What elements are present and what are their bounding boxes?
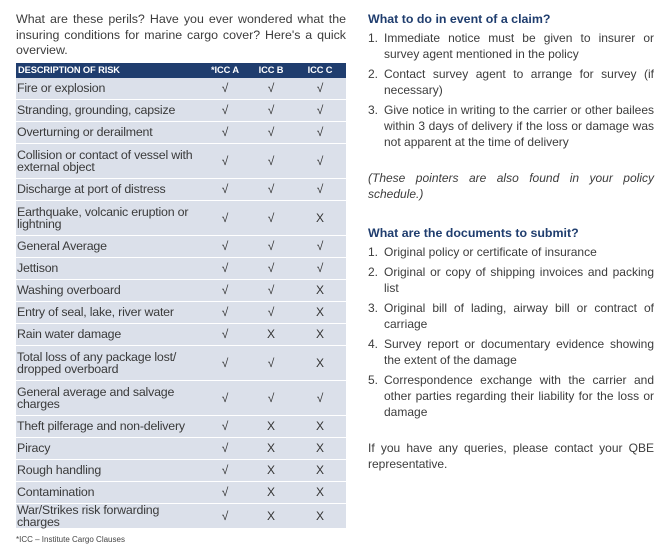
list-text: Correspondence exchange with the carrier and other parties regarding their liability for the loss or damage xyxy=(384,373,654,419)
left-column xyxy=(16,12,346,544)
policy-note: (These pointers are also found in your policy schedule.) xyxy=(368,171,654,201)
icc-b-mark: √ xyxy=(248,279,294,301)
icc-b-mark: √ xyxy=(248,301,294,323)
icc-a-mark: √ xyxy=(202,235,248,257)
risk-description: Discharge at port of distress xyxy=(16,178,202,200)
list-text: Contact survey agent to arrange for survey (if necessary) xyxy=(384,67,654,97)
risk-description: Piracy xyxy=(16,437,202,459)
table-row xyxy=(16,345,346,380)
table-row xyxy=(16,437,346,459)
icc-a-mark: √ xyxy=(202,437,248,459)
table-row xyxy=(16,99,346,121)
right-column xyxy=(368,12,654,472)
icc-b-mark: √ xyxy=(248,121,294,143)
table-row xyxy=(16,143,346,178)
header-description: DESCRIPTION OF RISK xyxy=(16,63,202,78)
icc-b-mark: X xyxy=(248,481,294,503)
claim-list xyxy=(368,30,654,150)
table-row xyxy=(16,301,346,323)
icc-c-mark: √ xyxy=(294,380,346,415)
risk-table-header xyxy=(16,63,346,78)
header-icc-a: *ICC A xyxy=(202,63,248,78)
icc-a-mark: √ xyxy=(202,178,248,200)
icc-a-mark: √ xyxy=(202,380,248,415)
table-row xyxy=(16,380,346,415)
icc-b-mark: √ xyxy=(248,99,294,121)
table-row xyxy=(16,415,346,437)
risk-description: General average and salvage charges xyxy=(16,380,202,415)
risk-description: Jettison xyxy=(16,257,202,279)
table-row xyxy=(16,481,346,503)
risk-table xyxy=(16,63,346,529)
list-text: Original or copy of shipping invoices and packing list xyxy=(384,265,654,295)
icc-a-mark: √ xyxy=(202,143,248,178)
risk-description: Theft pilferage and non-delivery xyxy=(16,415,202,437)
risk-description: War/Strikes risk forwarding charges xyxy=(16,503,202,528)
icc-a-mark: √ xyxy=(202,301,248,323)
risk-description: Washing overboard xyxy=(16,279,202,301)
icc-c-mark: X xyxy=(294,301,346,323)
claim-step xyxy=(368,102,654,150)
icc-a-mark: √ xyxy=(202,323,248,345)
document-item xyxy=(368,244,654,260)
table-row xyxy=(16,78,346,100)
risk-description: Collision or contact of vessel with external object xyxy=(16,143,202,178)
icc-c-mark: √ xyxy=(294,78,346,100)
header-icc-b: ICC B xyxy=(248,63,294,78)
list-text: Original policy or certificate of insurance xyxy=(384,245,597,259)
icc-c-mark: √ xyxy=(294,99,346,121)
intro-paragraph: What are these perils? Have you ever wondered what the insuring conditions for marine cargo cover? Here's a quick overview. xyxy=(16,12,346,57)
icc-c-mark: X xyxy=(294,200,346,235)
icc-c-mark: √ xyxy=(294,178,346,200)
list-text: Immediate notice must be given to insurer or survey agent mentioned in the policy xyxy=(384,31,654,61)
icc-a-mark: √ xyxy=(202,121,248,143)
icc-b-mark: X xyxy=(248,503,294,528)
document-item xyxy=(368,336,654,368)
icc-c-mark: X xyxy=(294,323,346,345)
icc-a-mark: √ xyxy=(202,415,248,437)
icc-a-mark: √ xyxy=(202,200,248,235)
header-icc-c: ICC C xyxy=(294,63,346,78)
risk-description: Fire or explosion xyxy=(16,78,202,100)
risk-description: Contamination xyxy=(16,481,202,503)
list-number: 3. xyxy=(368,103,379,117)
icc-a-mark: √ xyxy=(202,99,248,121)
table-row xyxy=(16,178,346,200)
icc-a-mark: √ xyxy=(202,279,248,301)
claim-heading: What to do in event of a claim? xyxy=(368,12,551,26)
risk-description: Entry of seal, lake, river water xyxy=(16,301,202,323)
icc-c-mark: X xyxy=(294,437,346,459)
list-number: 5. xyxy=(368,373,379,387)
list-text: Give notice in writing to the carrier or other bailees within 3 days of delivery if the loss or damage was not apparent at the time of delivery xyxy=(384,103,654,149)
icc-b-mark: X xyxy=(248,437,294,459)
list-number: 1. xyxy=(368,31,379,45)
icc-b-mark: √ xyxy=(248,345,294,380)
icc-b-mark: √ xyxy=(248,200,294,235)
risk-table-body xyxy=(16,78,346,529)
table-row xyxy=(16,257,346,279)
icc-a-mark: √ xyxy=(202,257,248,279)
risk-description: Rough handling xyxy=(16,459,202,481)
icc-a-mark: √ xyxy=(202,481,248,503)
risk-description: Earthquake, volcanic eruption or lightning xyxy=(16,200,202,235)
icc-c-mark: X xyxy=(294,415,346,437)
document-item xyxy=(368,300,654,332)
risk-description: Overturning or derailment xyxy=(16,121,202,143)
icc-b-mark: √ xyxy=(248,178,294,200)
icc-c-mark: X xyxy=(294,459,346,481)
risk-description: Total loss of any package lost/ dropped overboard xyxy=(16,345,202,380)
footnote: *ICC – Institute Cargo Clauses xyxy=(16,534,125,544)
documents-list xyxy=(368,244,654,420)
icc-b-mark: √ xyxy=(248,143,294,178)
risk-description: Stranding, grounding, capsize xyxy=(16,99,202,121)
list-number: 4. xyxy=(368,337,379,351)
icc-c-mark: √ xyxy=(294,143,346,178)
icc-b-mark: √ xyxy=(248,235,294,257)
icc-c-mark: X xyxy=(294,503,346,528)
contact-paragraph: If you have any queries, please contact your QBE representative. xyxy=(368,441,654,471)
icc-b-mark: X xyxy=(248,415,294,437)
table-row xyxy=(16,459,346,481)
icc-b-mark: X xyxy=(248,459,294,481)
icc-c-mark: √ xyxy=(294,121,346,143)
claim-step xyxy=(368,66,654,98)
icc-c-mark: √ xyxy=(294,257,346,279)
icc-b-mark: √ xyxy=(248,380,294,415)
icc-a-mark: √ xyxy=(202,503,248,528)
risk-description: General Average xyxy=(16,235,202,257)
icc-a-mark: √ xyxy=(202,345,248,380)
table-row xyxy=(16,200,346,235)
table-row xyxy=(16,503,346,528)
icc-c-mark: √ xyxy=(294,235,346,257)
document-item xyxy=(368,372,654,420)
list-number: 3. xyxy=(368,301,379,315)
document-item xyxy=(368,264,654,296)
risk-description: Rain water damage xyxy=(16,323,202,345)
icc-a-mark: √ xyxy=(202,78,248,100)
table-row xyxy=(16,235,346,257)
list-number: 1. xyxy=(368,245,379,259)
documents-heading: What are the documents to submit? xyxy=(368,226,579,240)
list-text: Survey report or documentary evidence showing the extent of the damage xyxy=(384,337,654,367)
claim-step xyxy=(368,30,654,62)
table-row xyxy=(16,323,346,345)
icc-c-mark: X xyxy=(294,345,346,380)
icc-c-mark: X xyxy=(294,279,346,301)
icc-b-mark: √ xyxy=(248,78,294,100)
table-row xyxy=(16,121,346,143)
icc-a-mark: √ xyxy=(202,459,248,481)
list-number: 2. xyxy=(368,265,379,279)
icc-b-mark: X xyxy=(248,323,294,345)
table-row xyxy=(16,279,346,301)
icc-c-mark: X xyxy=(294,481,346,503)
icc-b-mark: √ xyxy=(248,257,294,279)
list-number: 2. xyxy=(368,67,379,81)
list-text: Original bill of lading, airway bill or contract of carriage xyxy=(384,301,654,331)
